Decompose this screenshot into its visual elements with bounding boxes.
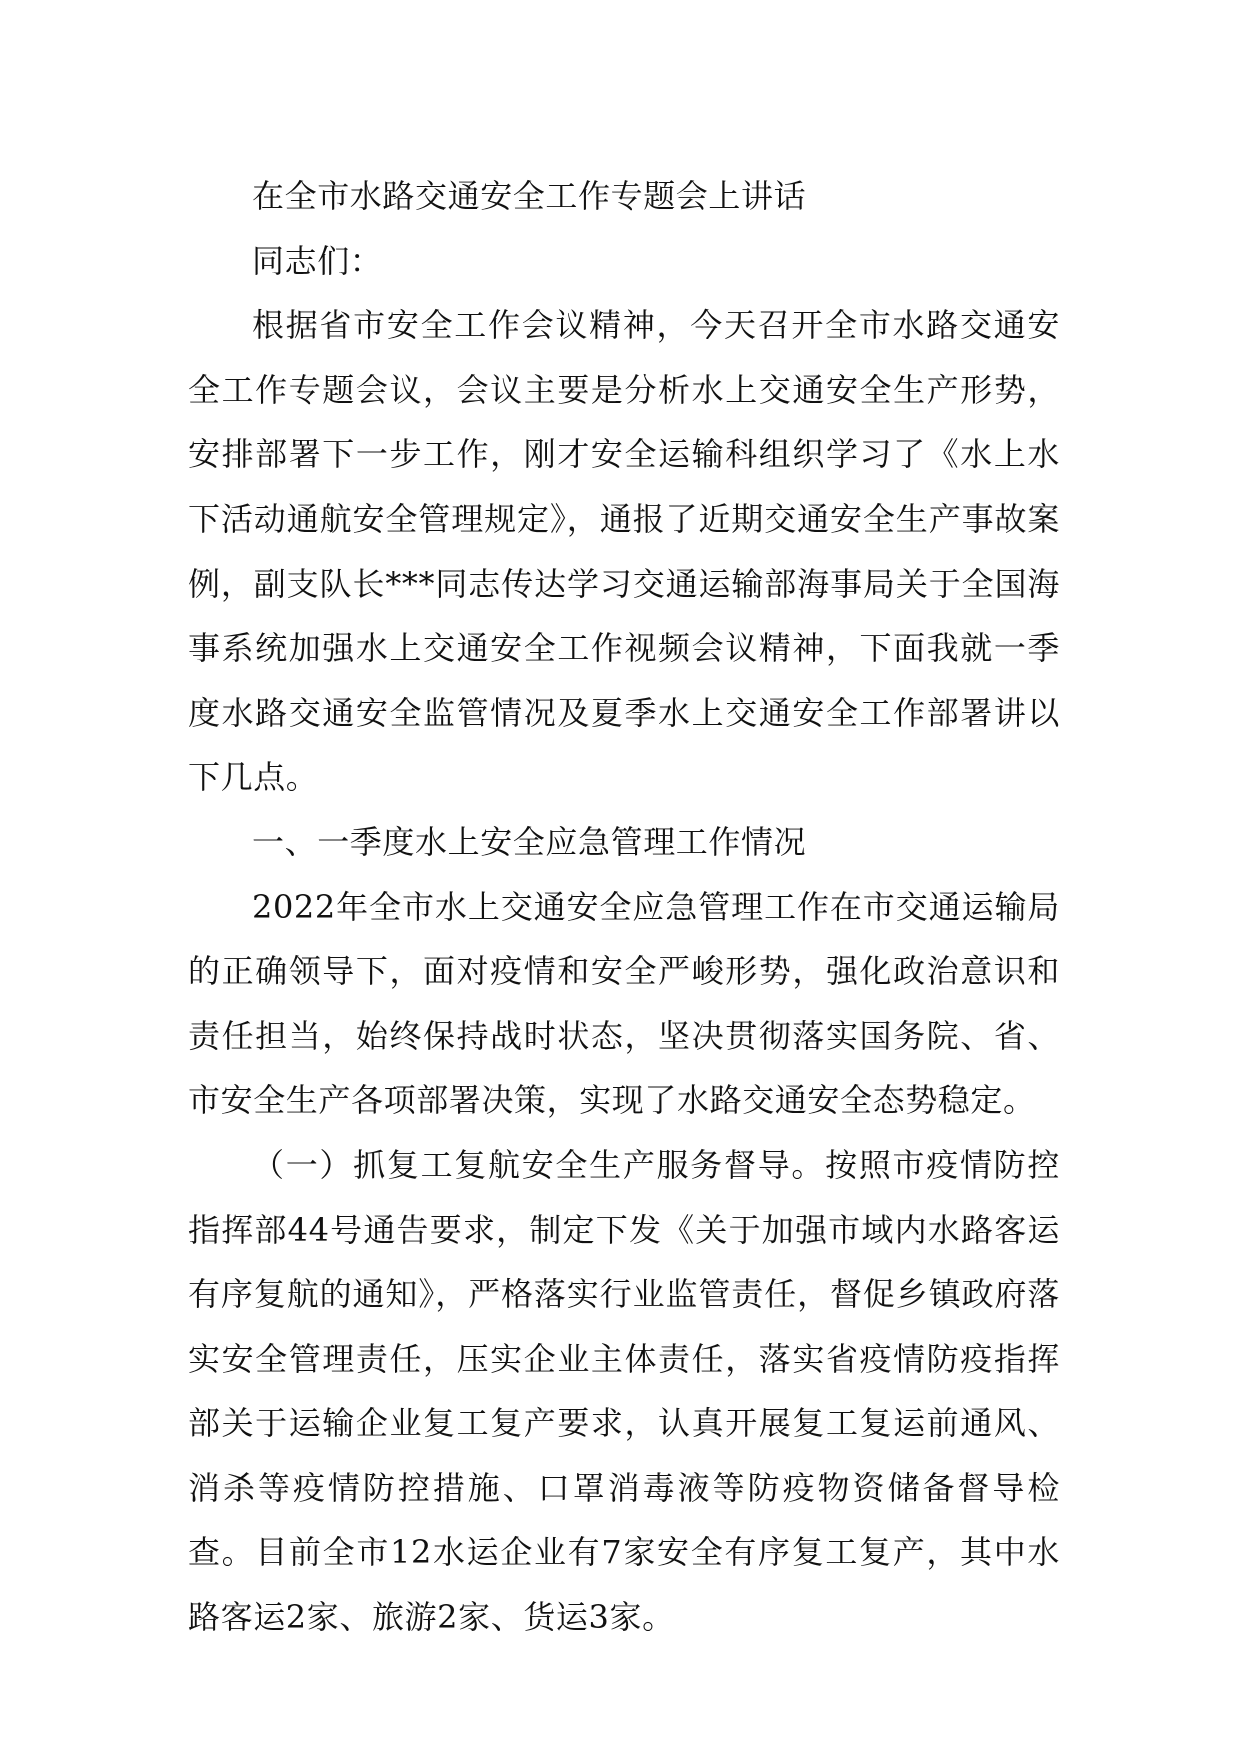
document-body — [188, 164, 1060, 1650]
section-heading: 一、一季度水上安全应急管理工作情况 — [252, 822, 807, 861]
document-title: 在全市水路交通安全工作专题会上讲话 — [252, 177, 807, 215]
paragraph-item-1: （一）抓复工复航安全生产服务督导。按照市疫情防控指挥部44号通告要求，制定下发《关于加强市域内水路客运有序复航的通知》，严格落实行业监管责任，督促乡镇政府落实安全管理责任，压实企业主体责任，落实省疫情防疫指挥部关于运输企业复工复产要求，认真开展复工复运前通风、消杀等疫情防控措施、口罩消毒液等防疫物资储备督导检查。目前全市12水运企业有7家安全有序复工复产，其中水路客运2家、旅游2家、货运3家。 — [188, 1145, 1060, 1637]
paragraph-intro: 根据省市安全工作会议精神，今天召开全市水路交通安全工作专题会议，会议主要是分析水上交通安全生产形势，安排部署下一步工作，刚才安全运输科组织学习了《水上水下活动通航安全管理规定》，通报了近期交通安全生产事故案例，副支队长***同志传达学习交通运输部海事局关于全国海事系统加强水上交通安全工作视频会议精神，下面我就一季度水路交通安全监管情况及夏季水上交通安全工作部署讲以下几点。 — [188, 306, 1060, 797]
paragraph-summary: 2022年全市水上交通安全应急管理工作在市交通运输局的正确领导下，面对疫情和安全严峻形势，强化政治意识和责任担当，始终保持战时状态，坚决贯彻落实国务院、省、市安全生产各项部署决策，实现了水路交通安全态势稳定。 — [188, 887, 1060, 1120]
salutation: 同志们： — [252, 241, 383, 280]
